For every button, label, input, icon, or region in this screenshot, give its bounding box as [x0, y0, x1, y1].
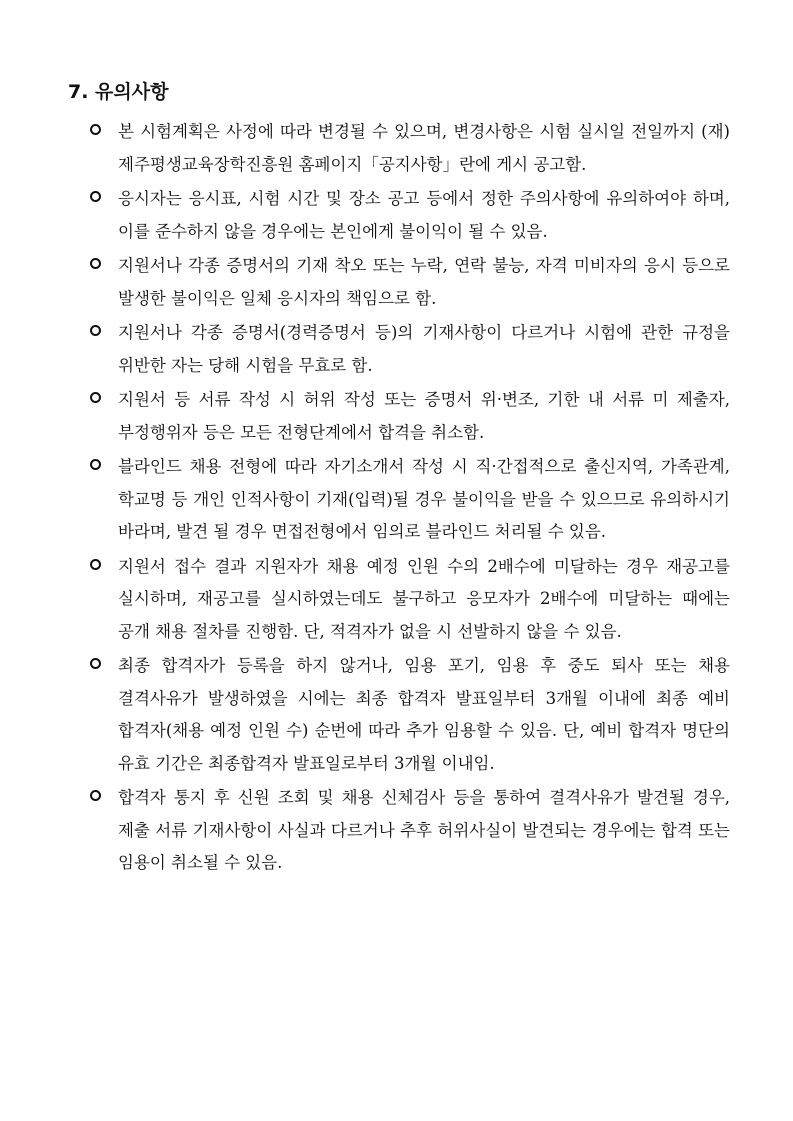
notice-item [90, 317, 730, 382]
notice-item [90, 782, 730, 880]
notice-text: 블라인드 채용 전형에 따라 자기소개서 작성 시 직·간접적으로 출신지역, 가족관계, 학교명 등 개인 인적사항이 기재(입력)될 경우 불이익을 받을 수 있으므로 유의하시기 바라며, 발견 될 경우 면접전형에서 임의로 블라인드 처리될 수 있음. [118, 457, 730, 541]
circle-bullet-icon [90, 258, 101, 269]
notice-item [90, 384, 730, 449]
circle-bullet-icon [90, 124, 101, 135]
circle-bullet-icon [90, 658, 101, 669]
notice-item [90, 116, 730, 181]
notice-text: 지원서나 각종 증명서의 기재 착오 또는 누락, 연락 불능, 자격 미비자의 응시 등으로 발생한 불이익은 일체 응시자의 책임으로 함. [118, 256, 730, 308]
circle-bullet-icon [90, 559, 101, 570]
notice-text: 응시자는 응시표, 시험 시간 및 장소 공고 등에서 정한 주의사항에 유의하여야 하며, 이를 준수하지 않을 경우에는 본인에게 불이익이 될 수 있음. [118, 189, 730, 241]
notice-list [90, 116, 730, 882]
notice-text: 지원서 접수 결과 지원자가 채용 예정 인원 수의 2배수에 미달하는 경우 재공고를 실시하며, 재공고를 실시하였는데도 불구하고 응모자가 2배수에 미달하는 때에는 공개 채용 절차를 진행함. 단, 적격자가 없을 시 선발하지 않을 수 있음. [118, 556, 730, 641]
notice-text: 본 시험계획은 사정에 따라 변경될 수 있으며, 변경사항은 시험 실시일 전일까지 (재)제주평생교육장학진흥원 홈페이지「공지사항」란에 게시 공고함. [118, 122, 730, 174]
circle-bullet-icon [90, 459, 101, 470]
notice-item [90, 551, 730, 649]
notice-text: 합격자 통지 후 신원 조회 및 채용 신체검사 등을 통하여 결격사유가 발견될 경우, 제출 서류 기재사항이 사실과 다르거나 추후 허위사실이 발견되는 경우에는 합격 또는 임용이 취소될 수 있음. [118, 788, 730, 872]
circle-bullet-icon [90, 790, 101, 801]
notice-text: 지원서 등 서류 작성 시 허위 작성 또는 증명서 위·변조, 기한 내 서류 미 제출자, 부정행위자 등은 모든 전형단계에서 합격을 취소함. [118, 390, 730, 442]
notice-item [90, 250, 730, 315]
section-title: 7. 유의사항 [68, 81, 169, 103]
circle-bullet-icon [90, 191, 101, 202]
notice-item [90, 183, 730, 248]
circle-bullet-icon [90, 392, 101, 403]
notice-text: 지원서나 각종 증명서(경력증명서 등)의 기재사항이 다르거나 시험에 관한 규정을 위반한 자는 당해 시험을 무효로 함. [118, 323, 730, 375]
notice-item [90, 451, 730, 549]
notice-item [90, 650, 730, 780]
circle-bullet-icon [90, 325, 101, 336]
notice-text: 최종 합격자가 등록을 하지 않거나, 임용 포기, 임용 후 중도 퇴사 또는 채용 결격사유가 발생하였을 시에는 최종 합격자 발표일부터 3개월 이내에 최종 예비 합격자(채용 예정 인원 수) 순번에 따라 추가 임용할 수 있음. 단, 예비 합격자 명단의 유효 기간은 최종합격자 발표일로부터 3개월 이내임. [118, 656, 730, 773]
